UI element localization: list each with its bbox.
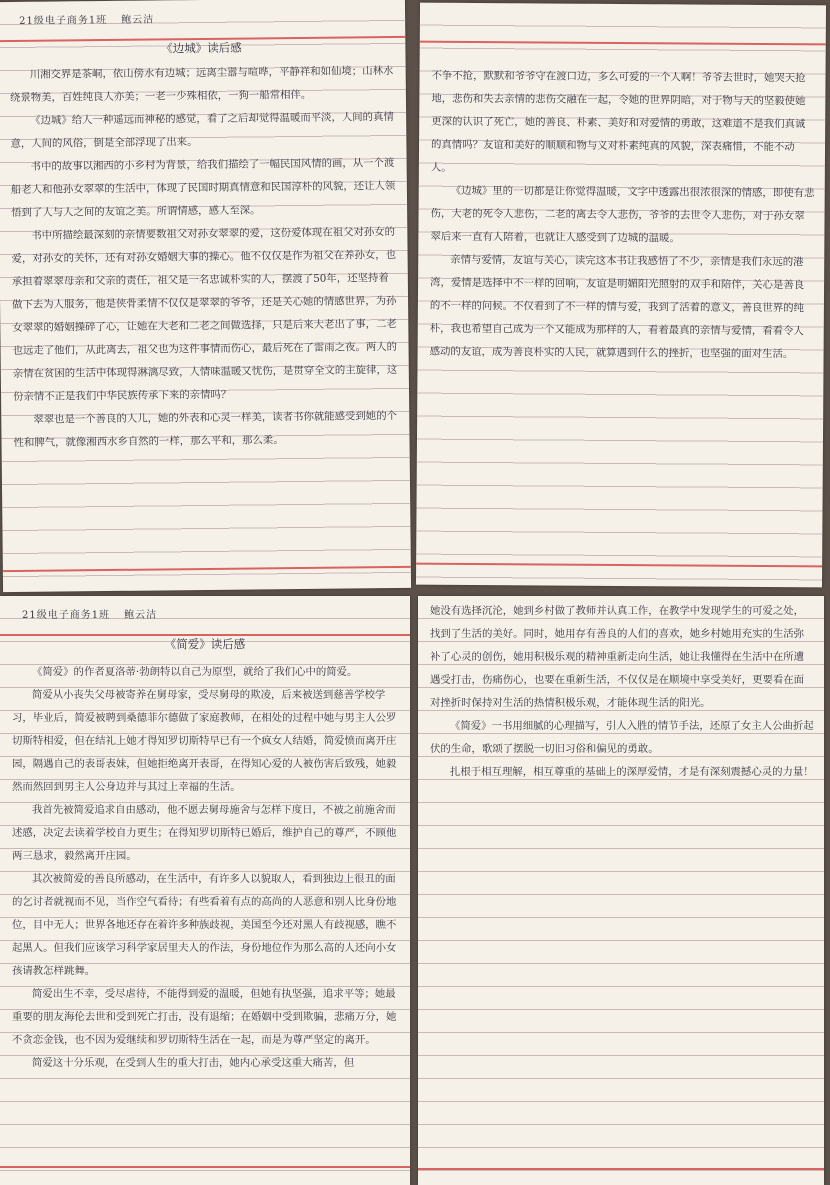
paragraph: 《边城》里的一切都是让你觉得温暖，文字中透露出很浓很深的情感，即使有悲伤，大老的死令人悲伤，二老的离去令人悲伤，爷爷的去世令人悲伤，对于孙女翠翠后来一直有人陪着，也就让人感受到了边城的温暖。 xyxy=(430,184,815,245)
page-header xyxy=(22,606,157,621)
paragraph: 她没有选择沉沦，她到乡村做了教师并认真工作，在教学中发现学生的可爱之处，找到了生活的美好。同时，她用存有善良的人们的喜欢，她乡村她用充实的生活弥补了心灵的创伤，她用积极乐观的精神重新走向生活，她让我懂得在生活中在所遭遇受打击，伤痛伤心，也要在重新生活，不仅仅是在顺境中享受美好，更要看在面对挫折时保持对生活的热情积极乐观，才能体现生活的阳光。 xyxy=(430,605,805,709)
red-margin-line xyxy=(418,1168,824,1170)
essay-title: 《边城》读后感 xyxy=(161,40,242,56)
paragraph: 《边城》给人一种遥远而神秘的感觉，看了之后却觉得温暖而平淡，人间的真情意，人间的风俗，倒是全部浮现了出来。 xyxy=(10,111,394,151)
paragraph: 扎根于相互理解，相互尊重的基础上的深厚爱情，才是有深刻震撼心灵的力量！ xyxy=(450,766,814,778)
paragraph: 其次被简爱的善良所感动，在生活中，有许多人以貌取人，看到独边上很丑的面的乞讨者就视而不见，当作空气看待；有些看着有点的高尚的人恶意和别人比身份地位，目中无人；世界各地还存在着许多种族歧视，美国至今还对黑人有歧视感，瞧不起黑人。但我们应该学习科学家居里夫人的作法，身份地位作为那么高的人还向小女孩请教怎样跳舞。 xyxy=(12,873,397,977)
essay-body xyxy=(12,661,400,1075)
red-margin-line xyxy=(416,563,822,568)
page-three xyxy=(0,596,410,1185)
essay-body xyxy=(10,60,400,455)
red-margin-line xyxy=(420,41,826,46)
paragraph: 简爱从小丧失父母被寄养在舅母家，受尽舅母的欺凌，后来被送到慈善学校学习，毕业后，简爱被聘到桑德菲尔德做了家庭教师，在相处的过程中她与男主人公罗切斯特相爱，但在结礼上她才得知罗切斯特早已有一个疯女人结婚，简爱愤而离开庄园，隔遇自己的表哥表妹，但她拒绝离开表哥，在得知心爱的人被伤害后致残，她毅然而然回到男主人公身边并与其过上幸福的生活。 xyxy=(12,689,397,793)
paragraph: 川湘交界是茶峒，依山傍水有边城；远离尘嚣与喧哗，平静祥和如仙境；山林水绕景物美，百姓纯良人亦美；一老一少殊相依，一狗一船常相伴。 xyxy=(9,65,394,105)
page-four xyxy=(418,596,824,1185)
red-margin-line xyxy=(3,566,411,572)
paragraph: 书中所描绘最深刻的亲情要数祖父对孙女翠翠的爱，这份爱体现在祖父对孙女的爱，对孙女的关怀，还有对孙女婚姻大事的操心。他不仅仅是作为祖父在养孙女，也承担着翠翠母亲和父亲的责任，祖父是一名忠诚朴实的人，摆渡了50年，还坚持着做下去为人服务，他是侠骨柔情不仅仅是翠翠的爷爷，还是关心她的情感世界，为孙女翠翠的婚姻操碎了心，让她在大老和二老之间做选择，只是后来大老出了事，二老也远走了他们，从此离去，祖父也为这件事情而伤心，最后死在了雷雨之夜。两人的亲情在贫困的生活中体现得淋漓尽致，人情味温暖又忧伤，是贯穿全文的主旋律，这份亲情不正是我们中华民族传承下来的亲情吗？ xyxy=(11,225,398,404)
red-margin-line xyxy=(0,1166,410,1168)
paragraph: 简爱出生不幸，受尽虐待，不能得到爱的温暖，但她有执坚强，追求平等；她最重要的朋友海伦去世和受到死亡打击，没有退缩；在婚姻中受到欺骗，悲痛万分，她不贪恋金钱，也不因为爱继续和罗切斯特生活在一起，而是为尊严坚定的离开。 xyxy=(12,988,397,1046)
essay-body xyxy=(430,65,816,367)
class-label: 21级电子商务1班 xyxy=(22,610,111,621)
paragraph: 翠翠也是一个善良的人儿，她的外表和心灵一样美，读者书你就能感受到她的个性和脾气，就像湘西水乡自然的一样，那么平和，那么柔。 xyxy=(13,409,398,450)
class-label: 21级电子商务1班 xyxy=(19,14,108,27)
essay-title: 《简爱》读后感 xyxy=(164,637,246,651)
paragraph: 《简爱》的作者夏洛蒂·勃朗特以自己为原型，就给了我们心中的简爱。 xyxy=(32,666,358,678)
essay-body xyxy=(430,600,814,784)
page-one xyxy=(0,0,411,592)
paragraph: 书中的故事以湘西的小乡村为背景，给我们描绘了一幅民国风情的画，从一个渡船老人和他孙女翠翠的生活中，体现了民国时期真情意和民国淳朴的风貌，还让人领悟到了人与人之间的友谊之美。所谓情感，感人至深。 xyxy=(10,157,396,220)
paragraph: 我首先被简爱追求自由感动，他不愿去舅母施舍与怎样下度日，不被之前施舍而述感，决定去读着学校自力更生；在得知罗切斯特已婚后，维护自己的尊严，不顾他两三恳求，毅然离开庄园。 xyxy=(12,804,397,862)
paragraph: 简爱这十分乐观，在受到人生的重大打击，她内心承受这重大痛苦，但 xyxy=(32,1057,355,1069)
paragraph: 不争不抢，默默和爷爷守在渡口边，多么可爱的一个人啊！爷爷去世时，她哭天抢地，悲伤和失去亲情的悲伤交融在一起，令她的世界阴暗，对于物与天的坚毅使她更深的认识了死亡，她的善良、朴素、美好和对爱情的勇敢，这难道不是我们真诚的真情吗？友谊和美好的顺顺和物与义对朴素纯真的风貌，深表痛惜，不能不动人。 xyxy=(430,69,806,174)
paragraph: 《简爱》一书用细腻的心理描写，引人入胜的情节手法，还原了女主人公曲折起伏的生命，歌颂了摆脱一切旧习俗和偏见的勇敢。 xyxy=(430,720,814,755)
author-name: 鲍云洁 xyxy=(121,14,155,26)
page-two xyxy=(416,3,826,588)
paragraph: 亲情与爱情，友谊与关心，读完这本书让我感悟了不少，亲情是我们永远的港湾，爱情是选择中不一样的回响，友谊是明媚阳光照射的双手和陪伴，关心是善良的不一样的问候。不仅看到了不一样的情与爱，我到了活着的意义，善良世界的纯朴，我也希望自己成为一个又能成为那样的人，看着最真的亲情与爱情，看看令人感动的友谊，成为善良朴实的人民，就算遇到什么的挫折，也坚强的面对生活。 xyxy=(429,253,805,361)
page-header xyxy=(19,11,154,27)
author-name: 鲍云洁 xyxy=(124,610,158,621)
